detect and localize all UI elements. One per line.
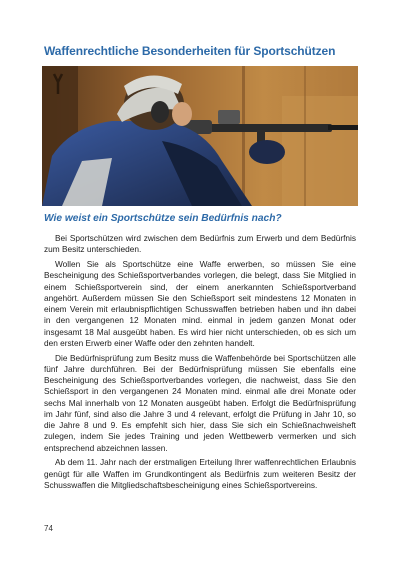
paragraph: Die Bedürfnisprüfung zum Besitz muss die Waffenbehörde bei Sportschützen alle fünf Jahre durchführen. Bei der Bedürfnisprüfung müssen Sie ebenfalls eine Bescheinigung des Schießsportverbandes vorlegen, die nachweist, dass Sie den Schießsport in den vergangenen 24 Monaten mind. einmal alle drei Monate oder sechs Mal innerhalb von 12 Monaten ausgeübt haben. Erfolgt die Bedürfnisprüfung im Jahr fünf, sind also die Jahre 3 und 4 relevant, erfolgt die Prüfung in Jahr 10, so die Jahre 8 und 9. Es empfehlt sich hier, dass Sie sich ein Schießnachweisheft zulegen, indem Sie jedes Training und jeden Wettbewerb vermerken und sich entsprechend abzeichnen lassen. (44, 352, 356, 453)
paragraph: Ab dem 11. Jahr nach der erstmaligen Erteilung Ihrer waffenrechtlichen Erlaubnis genügt für alle Waffen im Grundkontingent als Bedürfnis zum weiteren Besitz der Schusswaffen die Mitgliedschaftsbescheinigung eines Schießsportvereins. (44, 457, 356, 490)
paragraph: Wollen Sie als Sportschütze eine Waffe erwerben, so müssen Sie eine Bescheinigung des Schießsportverbandes vorlegen, die belegt, dass Sie Mitglied in einem Schießsportverein sind, der einem anerkannten Schießsportverband angehört. Außerdem müssen Sie den Schießsport seit mindestens 12 Monaten in einem Verein mit erlaubnispflichtigen Schusswaffen betrieben haben und ihn dabei in den vergangenen 12 Monaten mind. einmal in jedem ganzen Monat oder insgesamt 18 Mal ausgeübt haben. Es wird hier nicht unterschieden, ob es sich um den ersten Erwerb einer Waffe oder den zehnten handelt. (44, 259, 356, 348)
section-subheading: Wie weist ein Sportschütze sein Bedürfnis nach? (44, 213, 282, 224)
page-title: Waffenrechtliche Besonderheiten für Sportschützen (44, 44, 336, 58)
shooter-photo (42, 66, 358, 206)
page-number: 74 (44, 524, 53, 533)
body-text (44, 233, 356, 495)
paragraph: Bei Sportschützen wird zwischen dem Bedürfnis zum Erwerb und dem Bedürfnis zum Besitz unterschieden. (44, 233, 356, 255)
